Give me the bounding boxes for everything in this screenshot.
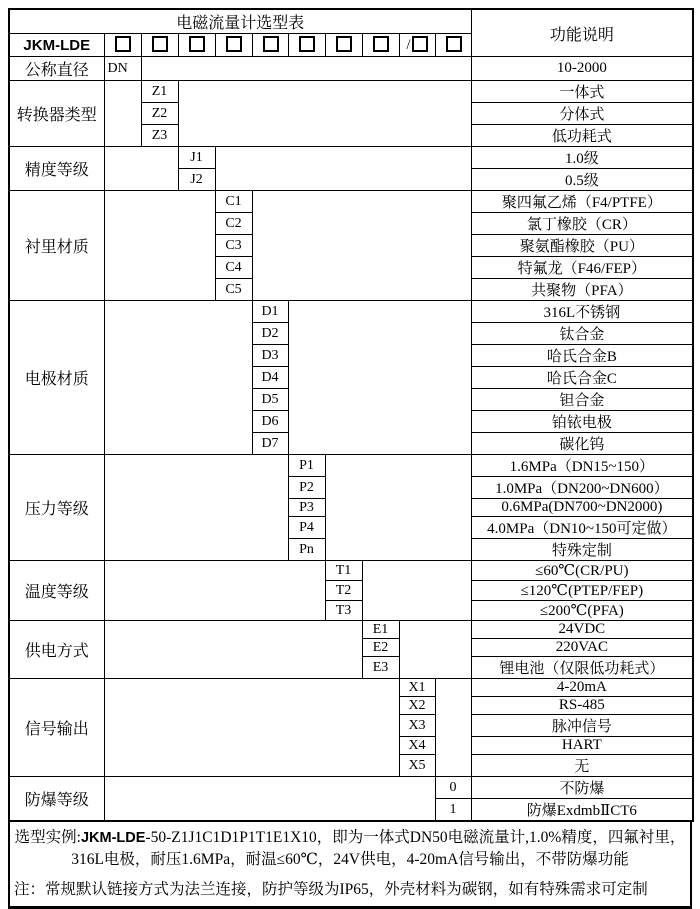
spacer-cell	[104, 147, 178, 191]
spacer-cell	[178, 81, 471, 147]
code-cell: Z1	[141, 81, 178, 103]
checkbox-icon	[336, 36, 352, 52]
desc-cell: 10-2000	[471, 57, 693, 81]
desc-cell: 1.0MPa（DN200~DN600）	[471, 477, 693, 499]
code-cell: D4	[252, 367, 288, 389]
selection-example	[12, 827, 688, 870]
spacer-cell	[399, 621, 471, 679]
desc-cell: 220VAC	[471, 639, 693, 657]
function-column-header: 功能说明	[471, 9, 693, 57]
desc-cell: 特氟龙（F46/FEP）	[471, 257, 693, 279]
desc-cell: ≤60℃(CR/PU)	[471, 561, 693, 581]
code-cell: E1	[362, 621, 399, 639]
example-model-code: JKM-LDE	[80, 830, 146, 846]
code-cell: D5	[252, 389, 288, 411]
desc-cell: HART	[471, 737, 693, 755]
section-label: 防爆等级	[9, 777, 104, 822]
desc-cell: 4.0MPa（DN10~150可定做）	[471, 517, 693, 539]
desc-cell: 氯丁橡胶（CR）	[471, 213, 693, 235]
spacer-cell	[435, 679, 471, 777]
code-cell: C5	[215, 279, 252, 301]
code-cell: D1	[252, 301, 288, 323]
desc-cell: 钽合金	[471, 389, 693, 411]
spacer-cell	[104, 81, 141, 147]
model-checkbox-cell	[215, 34, 252, 57]
desc-cell: 铂铱电极	[471, 411, 693, 433]
desc-cell: 24VDC	[471, 621, 693, 639]
model-checkbox-cell	[104, 34, 141, 57]
checkbox-icon	[299, 36, 315, 52]
spacer-cell	[141, 57, 471, 81]
checkbox-icon	[226, 36, 242, 52]
spacer-cell	[104, 777, 435, 822]
desc-cell: 聚四氟乙烯（F4/PTFE）	[471, 191, 693, 213]
section-label: 衬里材质	[9, 191, 104, 301]
checkbox-icon	[152, 36, 168, 52]
model-checkbox-cell	[435, 34, 471, 57]
desc-cell: 无	[471, 755, 693, 777]
code-cell: J1	[178, 147, 215, 169]
code-cell: P3	[288, 499, 325, 517]
model-checkbox-cell	[362, 34, 399, 57]
checkbox-icon	[373, 36, 389, 52]
section-label: 信号输出	[9, 679, 104, 777]
desc-cell: 哈氏合金B	[471, 345, 693, 367]
desc-cell: 共聚物（PFA）	[471, 279, 693, 301]
spacer-cell	[104, 561, 325, 621]
code-cell: C2	[215, 213, 252, 235]
spacer-cell	[104, 455, 288, 561]
code-cell: X2	[399, 697, 435, 715]
desc-cell: 0.5级	[471, 169, 693, 191]
selection-table	[8, 8, 694, 822]
section-label: 温度等级	[9, 561, 104, 621]
spacer-cell	[104, 679, 399, 777]
section-label: 精度等级	[9, 147, 104, 191]
code-cell: C4	[215, 257, 252, 279]
desc-cell: 316L不锈钢	[471, 301, 693, 323]
code-cell: X3	[399, 715, 435, 737]
code-cell: T1	[325, 561, 362, 581]
spacer-cell	[362, 561, 471, 621]
desc-cell: 防爆ExdmbⅡCT6	[471, 799, 693, 822]
desc-cell: 特殊定制	[471, 539, 693, 561]
code-cell: 1	[435, 799, 471, 822]
footnote: 注：常规默认链接方式为法兰连接，防护等级为IP65，外壳材料为碳钢，如有特殊需求可定制	[14, 881, 648, 898]
desc-cell: 哈氏合金C	[471, 367, 693, 389]
checkbox-icon	[263, 36, 279, 52]
section-label: 公称直径	[9, 57, 104, 81]
section-label: 压力等级	[9, 455, 104, 561]
desc-cell: ≤200℃(PFA)	[471, 601, 693, 621]
code-cell: P2	[288, 477, 325, 499]
section-label: 电极材质	[9, 301, 104, 455]
spacer-cell	[252, 191, 471, 301]
spacer-cell	[104, 621, 362, 679]
desc-cell: ≤120℃(PTEP/FEP)	[471, 581, 693, 601]
desc-cell: 碳化钨	[471, 433, 693, 455]
model-checkbox-cell	[325, 34, 362, 57]
model-checkbox-cell	[141, 34, 178, 57]
code-cell: X1	[399, 679, 435, 697]
code-cell: D3	[252, 345, 288, 367]
model-checkbox-cell	[252, 34, 288, 57]
code-cell: D6	[252, 411, 288, 433]
desc-cell: 4-20mA	[471, 679, 693, 697]
code-cell: Pn	[288, 539, 325, 561]
code-cell: D7	[252, 433, 288, 455]
desc-cell: 不防爆	[471, 777, 693, 799]
code-cell: E2	[362, 639, 399, 657]
desc-cell: 锂电池（仅限低功耗式）	[471, 657, 693, 679]
desc-cell: 脉冲信号	[471, 715, 693, 737]
section-label: 供电方式	[9, 621, 104, 679]
code-cell: DN	[104, 57, 141, 81]
example-prefix: 选型实例:	[14, 829, 81, 846]
table-title: 电磁流量计选型表	[9, 9, 471, 34]
desc-cell: RS-485	[471, 697, 693, 715]
desc-cell: 0.6MPa(DN700~DN2000)	[471, 499, 693, 517]
code-cell: X5	[399, 755, 435, 777]
checkbox-icon	[189, 36, 205, 52]
example-rest: -50-Z1J1C1D1P1T1E1X10，即为一体式DN50电磁流量计,1.0%精度，四氟衬里，316L电极，耐压1.6MPa，耐温≤60℃，24V供电，4-20mA信号输出，不带防爆功能	[71, 829, 686, 868]
model-code-label: JKM-LDE	[9, 34, 104, 57]
desc-cell: 分体式	[471, 103, 693, 125]
desc-cell: 聚氨酯橡胶（PU）	[471, 235, 693, 257]
desc-cell: 一体式	[471, 81, 693, 103]
desc-cell: 1.6MPa（DN15~150）	[471, 455, 693, 477]
code-cell: T3	[325, 601, 362, 621]
slash-separator: /	[406, 36, 411, 53]
code-cell: D2	[252, 323, 288, 345]
spacer-cell	[325, 455, 471, 561]
code-cell: T2	[325, 581, 362, 601]
model-checkbox-cell	[288, 34, 325, 57]
spacer-cell	[104, 191, 215, 301]
section-label: 转换器类型	[9, 81, 104, 147]
spacer-cell	[104, 301, 252, 455]
model-checkbox-cell	[178, 34, 215, 57]
desc-cell: 1.0级	[471, 147, 693, 169]
checkbox-icon	[446, 36, 462, 52]
model-checkbox-cell	[399, 34, 435, 57]
code-cell: J2	[178, 169, 215, 191]
code-cell: X4	[399, 737, 435, 755]
spacer-cell	[288, 301, 471, 455]
selection-sheet	[8, 8, 692, 909]
desc-cell: 低功耗式	[471, 125, 693, 147]
checkbox-icon	[412, 36, 428, 52]
spacer-cell	[215, 147, 471, 191]
code-cell: P4	[288, 517, 325, 539]
code-cell: E3	[362, 657, 399, 679]
desc-cell: 钛合金	[471, 323, 693, 345]
code-cell: Z3	[141, 125, 178, 147]
code-cell: 0	[435, 777, 471, 799]
code-cell: Z2	[141, 103, 178, 125]
code-cell: P1	[288, 455, 325, 477]
checkbox-icon	[115, 36, 131, 52]
notes-box	[8, 822, 692, 909]
code-cell: C3	[215, 235, 252, 257]
code-cell: C1	[215, 191, 252, 213]
